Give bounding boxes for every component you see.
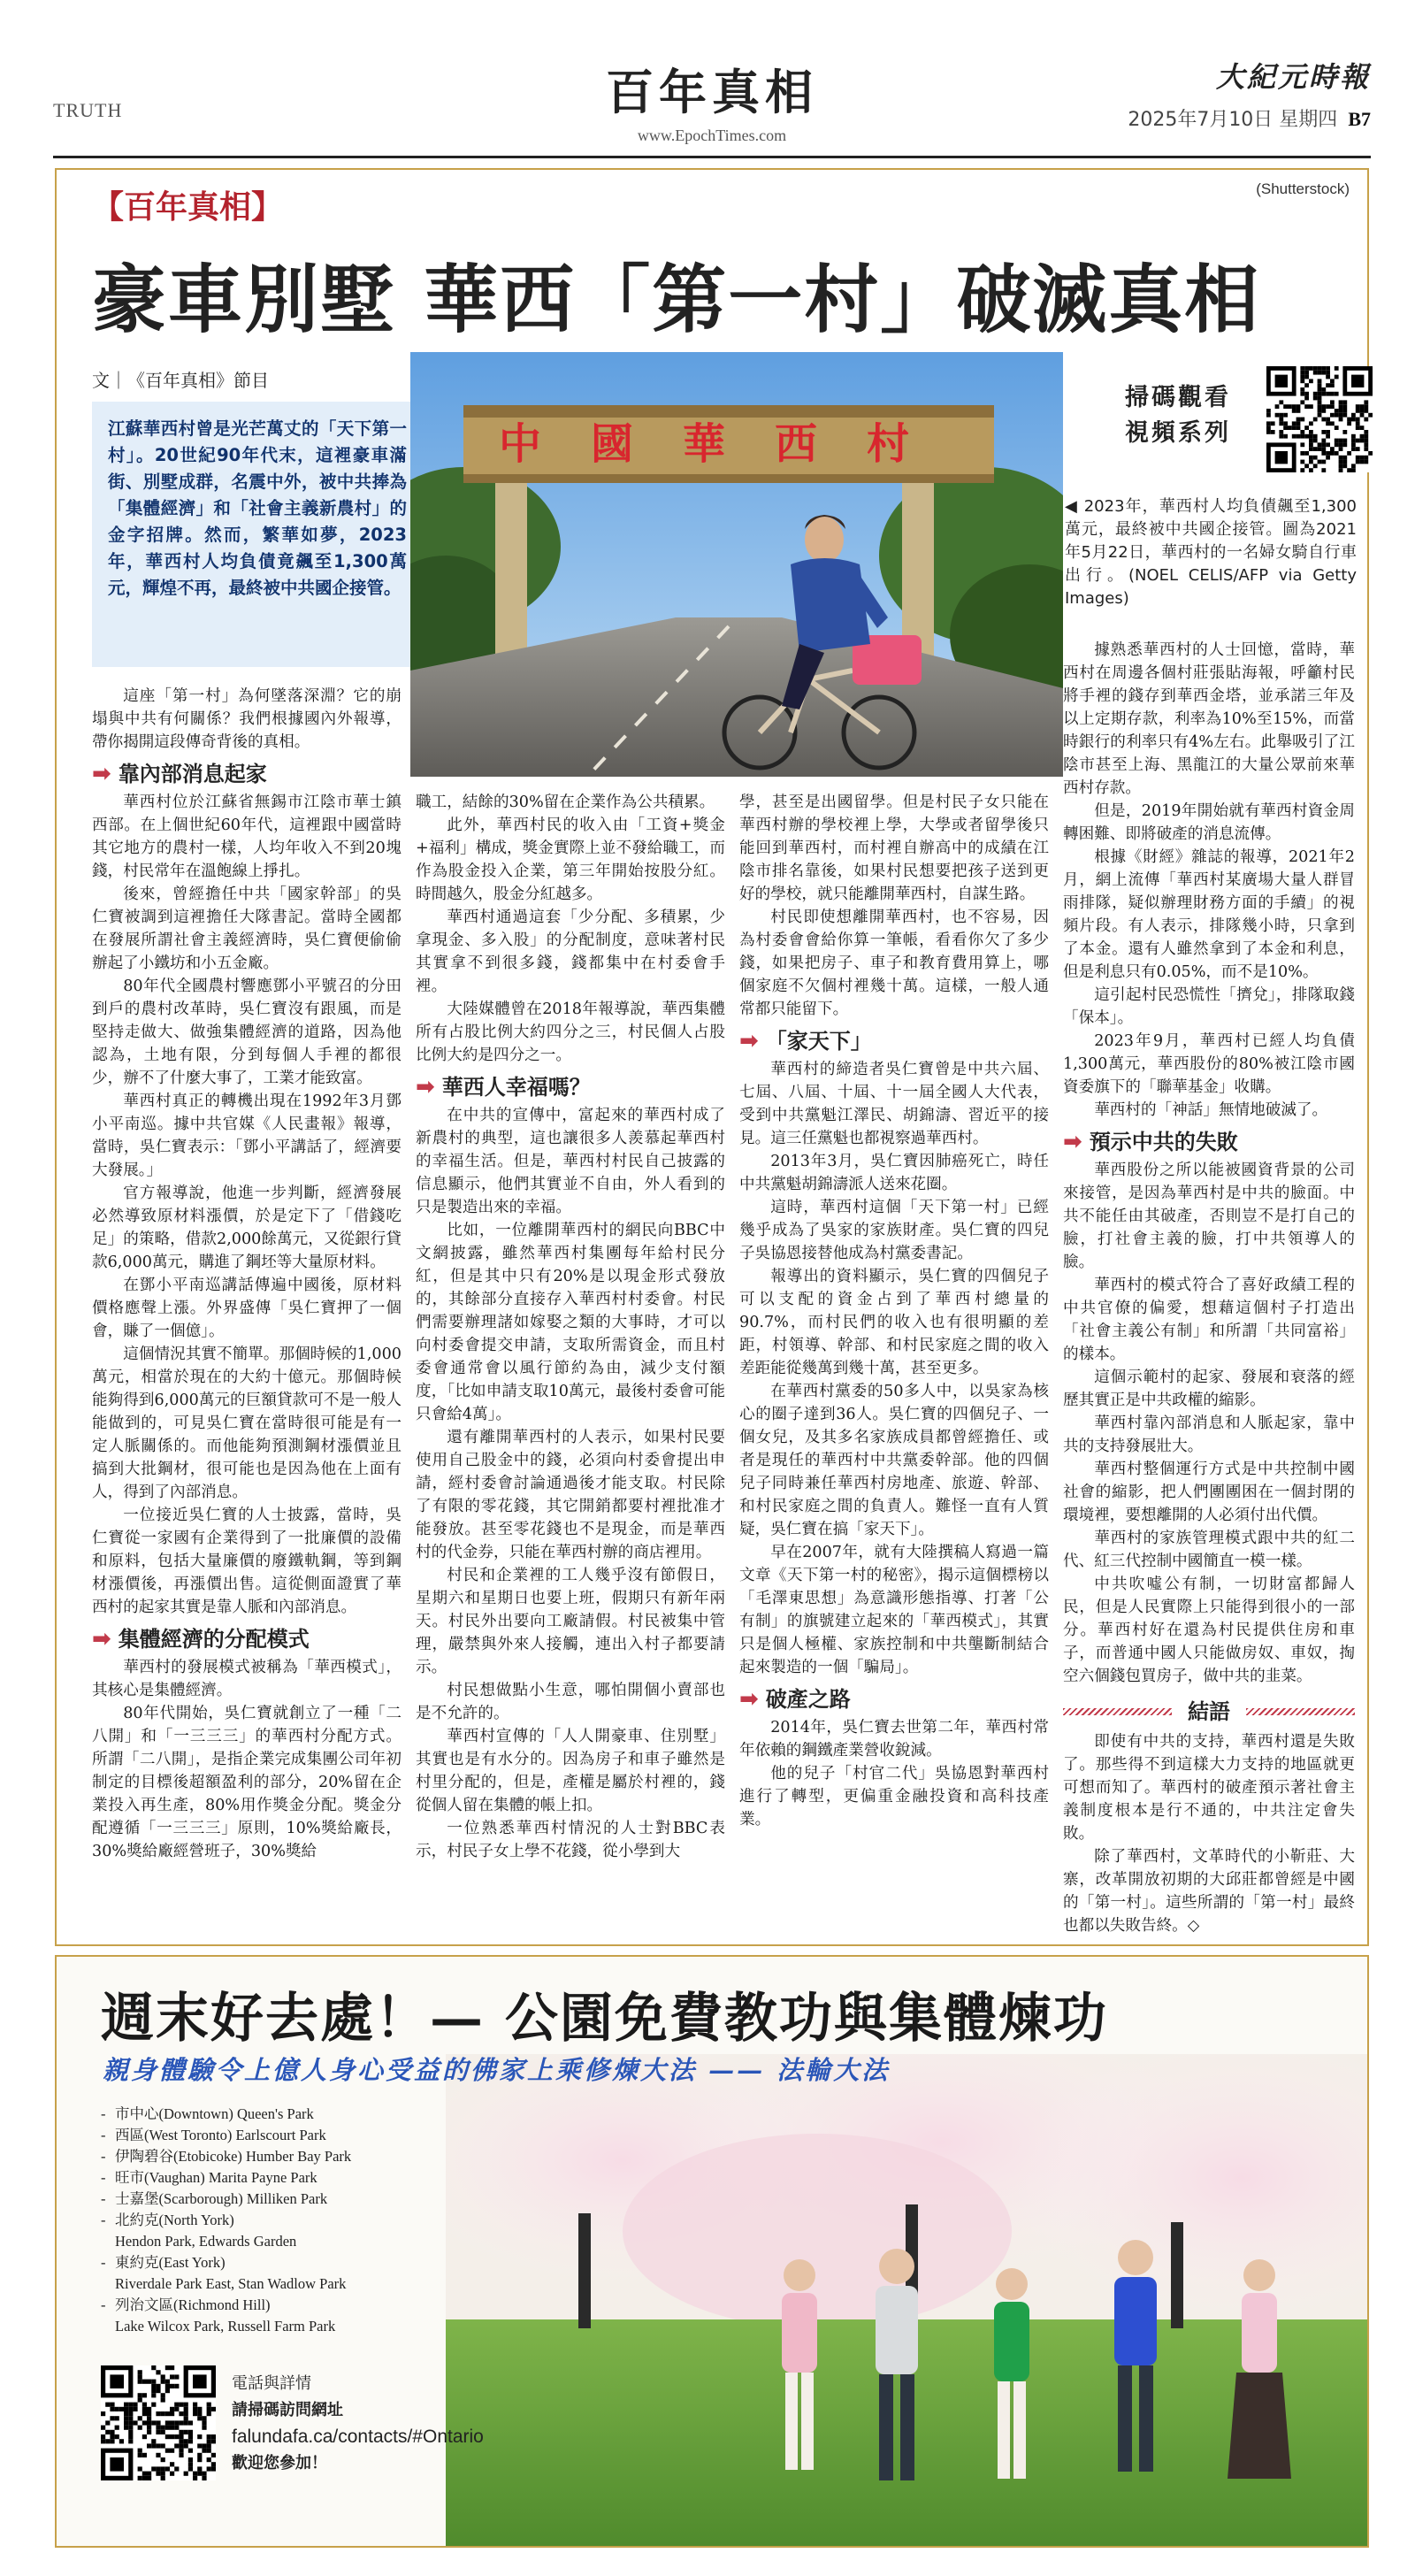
park-name: 東約克(East York) bbox=[115, 2254, 226, 2271]
photo-credit-top: (Shutterstock) bbox=[1256, 180, 1350, 197]
park-name: 旺市(Vaughan) Marita Payne Park bbox=[115, 2169, 317, 2186]
paragraph: 華西村位於江蘇省無錫市江陰市華士鎮西部。在上個世紀60年代，這裡跟中國當時其它地方的農村一樣，人均年收入不到20塊錢，村民常年在溫飽線上掙扎。 bbox=[92, 794, 402, 880]
paragraph: 80年代全國農村響應鄧小平號召的分田到戶的農村改革時，吳仁寶沒有跟風，而是堅持走做大、做強集體經濟的道路，因為他認為，土地有限，分到每個人手裡的都很少，辦不了什麼大事了，工業才能致富。 bbox=[92, 978, 402, 1087]
ad-subtitle: 親身體驗令上億人身心受益的佛家上乘修煉大法 —— 法輪大法 bbox=[103, 2055, 891, 2085]
subhead bbox=[739, 1688, 1049, 1711]
paragraph: 這個示範村的起家、發展和衰落的經歷其實正是中共政權的縮影。 bbox=[1063, 1368, 1355, 1409]
paragraph: 華西村整個運行方式是中共控制中國社會的縮影，把人們團團困在一個封閉的環境裡，要想離開的人必須付出代價。 bbox=[1063, 1460, 1355, 1524]
photo-caption: ◀ 2023年，華西村人均負債飆至1,300萬元，最終被中共國企接管。圖為2021年5月22日，華西村的一名婦女騎自行車出行。(NOEL CELIS/AFP via Getty Images) bbox=[1065, 497, 1357, 608]
lead-box bbox=[92, 402, 423, 667]
list-item bbox=[101, 2295, 472, 2316]
paragraph: 這時，華西村這個「天下第一村」已經幾乎成為了吳家的家族財產。吳仁寶的四兒子吳協恩接替他成為村黨委書記。 bbox=[739, 1199, 1049, 1262]
contact-url-link[interactable]: falundafa.ca/contacts/#Ontario bbox=[232, 2426, 484, 2447]
bullet bbox=[101, 2273, 115, 2295]
paragraph: 比如，一位離開華西村的網民向BBC中文網披露，雖然華西村集團每年給村民分紅，但是其中只有20%是以現金形式發放的，其餘部分直接存入華西村村委會。村民們需要辦理諸如嫁娶之類的大事時，才可以向村委會提交申請，支取所需資金，而且村委會通常會以風行節約為由，減少支付額度，「比如申請支取10萬元，最後村委會可能只會給4萬」。 bbox=[416, 1222, 725, 1423]
bullet: - bbox=[101, 2296, 106, 2313]
paragraph: 後來，曾經擔任中共「國家幹部」的吳仁寶被調到這裡擔任大隊書記。當時全國都在發展所謂社會主義經濟時，吳仁寶便偷偷辦起了小鐵坊和小五金廠。 bbox=[92, 886, 402, 972]
subhead-text: 「家天下」 bbox=[765, 1029, 872, 1054]
paragraph: 華西村的模式符合了喜好政績工程的中共官僚的偏愛，想藉這個村子打造出「社會主義公有制」和所謂「共同富裕」的樣本。 bbox=[1063, 1276, 1355, 1363]
subhead bbox=[1063, 1131, 1355, 1154]
park-name: 市中心(Downtown) Queen's Park bbox=[115, 2105, 314, 2122]
date-text: 2025年7月10日 星期四 bbox=[1128, 109, 1338, 131]
bullet: - bbox=[101, 2254, 106, 2271]
subhead bbox=[416, 1076, 725, 1099]
hatch-decoration bbox=[1063, 1708, 1172, 1715]
subhead bbox=[739, 1030, 1049, 1053]
bullet: - bbox=[101, 2190, 106, 2207]
section-title: 百年真相 bbox=[606, 65, 818, 120]
subhead-text: 華西人幸福嗎？ bbox=[441, 1075, 591, 1100]
paragraph: 他的兒子「村官二代」吳協恩對華西村進行了轉型，更偏重金融投資和高科技產業。 bbox=[739, 1765, 1049, 1828]
paragraph: 2013年3月，吳仁寶因肺癌死亡，時任中共黨魁胡錦濤派人送來花圈。 bbox=[739, 1153, 1049, 1193]
paragraph: 即使有中共的支持，華西村還是失敗了。那些得不到這樣大力支持的地區就更可想而知了。華西村的破產預示著社會主義制度根本是行不通的，中共注定會失敗。 bbox=[1063, 1733, 1355, 1843]
paragraph: 據熟悉華西村的人士回憶，當時，華西村在周邊各個村莊張貼海報，呼籲村民將手裡的錢存到華西金塔，並承諾三年及以上定期存款，利率為10%至15%，而當時銀行的利率只有4%左右。此舉吸引了江陰市甚至上海、黑龍江的大量公眾前來華西村存款。 bbox=[1063, 641, 1355, 797]
bullet: - bbox=[101, 2148, 106, 2165]
bullet: - bbox=[101, 2105, 106, 2122]
paragraph: 華西村的家族管理模式跟中共的紅二代、紅三代控制中國簡直一模一樣。 bbox=[1063, 1530, 1355, 1570]
park-name: Lake Wilcox Park, Russell Farm Park bbox=[115, 2318, 336, 2334]
bullet bbox=[101, 2231, 115, 2252]
park-name: 士嘉堡(Scarborough) Milliken Park bbox=[115, 2190, 328, 2207]
masthead bbox=[53, 19, 1371, 152]
qr-code-icon[interactable] bbox=[1266, 366, 1373, 472]
contact-line: 歡迎您參加！ bbox=[232, 2454, 327, 2472]
column-1 bbox=[92, 685, 402, 1863]
list-item bbox=[101, 2316, 472, 2337]
paragraph: 2023年9月，華西村已經人均負債1,300萬元，華西股份的80%被江陰市國資委旗下的「聯華基金」收購。 bbox=[1063, 1032, 1355, 1096]
paragraph: 華西村的發展模式被稱為「華西模式」，其核心是集體經濟。 bbox=[92, 1659, 402, 1699]
list-item bbox=[101, 2210, 472, 2231]
paragraph: 華西村通過這套「少分配、多積累，少拿現金、多入股」的分配制度，意味著村民其實拿不到很多錢，錢都集中在村委會手裡。 bbox=[416, 908, 725, 995]
qr-label-line2: 視頻系列 bbox=[1125, 419, 1231, 447]
advertisement bbox=[55, 1955, 1369, 2548]
qr-label bbox=[1125, 380, 1231, 451]
list-item bbox=[101, 2189, 472, 2210]
paragraph: 在華西村黨委的50多人中，以吳家為核心的圈子達到36人。吳仁寶的四個兒子、一個女兒，及其多名家族成員都曾經擔任、或者是現任的華西村中共黨委幹部。他的四個兒子同時兼任華西村房地產、旅遊、幹部、和村民家庭之間的負責人。難怪一直有人質疑，吳仁寶在搞「家天下」。 bbox=[739, 1383, 1049, 1538]
issue-date bbox=[1128, 104, 1371, 132]
paragraph: 根據《財經》雜誌的報導，2021年2月，網上流傳「華西村某廣場大量人群冒雨排隊，疑似辦理財務方面的手續」的視頻片段。有人表示，排隊幾小時，只拿到了本金。還有人雖然拿到了本金和利息，但是利息只有0.05%，而不是10%。 bbox=[1063, 848, 1355, 981]
paragraph: 2014年，吳仁寶去世第二年，華西村常年依賴的鋼鐵產業營收銳減。 bbox=[739, 1719, 1049, 1760]
park-scene-image bbox=[446, 2054, 1369, 2548]
paragraph: 華西股份之所以能被國資背景的公司來接管，是因為華西村是中共的臉面。中共不能任由其破產，否則豈不是打自己的臉，打社會主義的臉，打中共領導人的臉。 bbox=[1063, 1162, 1355, 1271]
arrow-right-icon: ➡ bbox=[92, 1626, 111, 1652]
paragraph: 在中共的宣傳中，富起來的華西村成了新農村的典型，這也讓很多人羨慕起華西村的幸福生活。但是，華西村村民自己披露的信息顯示，他們其實並不自由，外人看到的只是製造出來的幸福。 bbox=[416, 1107, 725, 1216]
paragraph: 村民想做點小生意，哪怕開個小賣部也是不允許的。 bbox=[416, 1682, 725, 1722]
photo-illustration bbox=[410, 352, 1063, 777]
park-name: 西區(West Toronto) Earlscourt Park bbox=[115, 2127, 326, 2143]
article bbox=[55, 168, 1369, 1946]
section-label-left: TRUTH bbox=[53, 99, 123, 121]
paragraph: 職工，結餘的30%留在企業作為公共積累。 bbox=[416, 794, 715, 811]
paragraph: 官方報導說，他進一步判斷，經濟發展必然導致原材料漲價，於是定下了「借錢吃足」的策略，借款2,000餘萬元，又從銀行貸款6,000萬元，購進了鋼坯等大量原材料。 bbox=[92, 1184, 402, 1271]
paragraph: 學，甚至是出國留學。但是村民子女只能在華西村辦的學校裡上學，大學或者留學後只能回到華西村，而村裡自辦高中的成績在江陰市排名靠後，如果村民想要把孩子送到更好的學校，就只能離開華西村，自謀生路。 bbox=[739, 794, 1049, 903]
article-kicker: 【百年真相】 bbox=[92, 189, 284, 226]
list-item bbox=[101, 2146, 472, 2167]
paragraph: 早在2007年，就有大陸撰稿人寫過一篇文章《天下第一村的秘密》，揭示這個標榜以「毛澤東思想」為意識形態指導、打著「公有制」的旗號建立起來的「華西模式」，其實只是個人極權、家族控制和中共壟斷制結合起來製造的一個「騙局」。 bbox=[739, 1544, 1049, 1676]
masthead-rule bbox=[53, 156, 1371, 158]
bullet: - bbox=[101, 2127, 106, 2143]
page-number: B7 bbox=[1348, 108, 1371, 130]
list-item bbox=[101, 2104, 472, 2125]
paragraph: 大陸媒體曾在2018年報導說，華西集體所有占股比例大約四分之三，村民個人占股比例大約是四分之一。 bbox=[416, 1000, 725, 1064]
paragraph: 這個情況其實不簡單。那個時候的1,000萬元，相當於現在的大約十億元。那個時候能夠得到6,000萬元的巨額貸款可不是一般人能做到的，可見吳仁寶在當時很可能是有一定人脈關係的。而他能夠預測鋼材漲價並且搞到大批鋼材，很可能也是因為他在上面有人，得到了內部消息。 bbox=[92, 1346, 402, 1501]
column-3 bbox=[739, 791, 1049, 1831]
paragraph: 華西村靠內部消息和人脈起家，靠中共的支持發展壯大。 bbox=[1063, 1414, 1355, 1455]
paragraph: 村民即使想離開華西村，也不容易，因為村委會會給你算一筆帳，看看你欠了多少錢，如果把房子、車子和教育費用算上，哪個家庭不欠個村裡幾十萬。這樣，一般人通常都只能留下。 bbox=[739, 908, 1049, 1018]
park-name: 北約克(North York) bbox=[115, 2212, 234, 2228]
arrow-right-icon: ➡ bbox=[1063, 1129, 1082, 1155]
article-headline: 豪車別墅 華西「第一村」破滅真相 bbox=[92, 257, 1261, 343]
qr-label-line1: 掃碼觀看 bbox=[1125, 384, 1231, 411]
paragraph: 華西村真正的轉機出現在1992年3月鄧小平南巡。據中共官媒《人民畫報》報導，當時，吳仁寶表示：「鄧小平講話了，經濟要大發展。」 bbox=[92, 1092, 402, 1179]
paragraph: 中共吹噓公有制，一切財富都歸人民，但是人民實際上只能得到很小的一部分。華西村好在還為村民提供住房和車子，而普通中國人只能做房奴、車奴，掏空六個錢包買房子，做中共的韭菜。 bbox=[1063, 1576, 1355, 1685]
conclusion-heading: 結語 bbox=[1188, 1699, 1230, 1724]
subhead-text: 破產之路 bbox=[765, 1687, 851, 1712]
ad-title: 週末好去處！— 公園免費教功與集體煉功 bbox=[101, 1988, 1108, 2050]
contact-line: 電話與詳情 bbox=[232, 2374, 311, 2393]
paragraph: 華西村宣傳的「人人開豪車、住別墅」其實也是有水分的。因為房子和車子雖然是村里分配的，但是，產權是屬於村裡的，錢從個人留在集體的帳上扣。 bbox=[416, 1728, 725, 1814]
subhead bbox=[92, 763, 402, 786]
paragraph: 還有離開華西村的人表示，如果村民要使用自己股金中的錢，必須向村委會提出申請，經村委會討論通過後才能支取。村民除了有限的零花錢，其它開銷都要村裡批准才能發放。甚至零花錢也不是現金，而是華西村的代金券，只能在華西村辦的商店裡用。 bbox=[416, 1429, 725, 1561]
column-4 bbox=[1063, 639, 1355, 1937]
subhead-text: 預示中共的失敗 bbox=[1089, 1130, 1238, 1154]
paragraph: 但是，2019年開始就有華西村資金周轉困難、即將破產的消息流傳。 bbox=[1063, 802, 1355, 843]
paragraph: 報導出的資料顯示，吳仁寶的四個兒子可以支配的資金占到了華西村總量的90.7%，而村民們的收入也有很明顯的差距，村領導、幹部、和村民家庭之間的收入差距能從幾萬到幾十萬，甚至更多。 bbox=[739, 1268, 1049, 1377]
paragraph: 這引起村民恐慌性「擠兌」，排隊取錢「保本」。 bbox=[1063, 986, 1355, 1027]
park-name: Riverdale Park East, Stan Wadlow Park bbox=[115, 2275, 347, 2292]
contact-qr-code-icon[interactable] bbox=[101, 2365, 216, 2480]
conclusion-divider bbox=[1063, 1700, 1355, 1723]
subhead-text: 集體經濟的分配模式 bbox=[118, 1627, 310, 1652]
list-item bbox=[101, 2273, 472, 2295]
bullet bbox=[101, 2316, 115, 2337]
column-2 bbox=[416, 791, 725, 1863]
paragraph: 除了華西村，文革時代的小靳莊、大寨，改革開放初期的大邱莊都曾經是中國的「第一村」。這些所謂的「第一村」最終也都以失敗告終。◇ bbox=[1063, 1848, 1355, 1935]
paragraph: 一位接近吳仁寶的人士披露，當時，吳仁寶從一家國有企業得到了一批廉價的設備和原料，包括大量廉價的廢鐵軌鋼，等到鋼材漲價後，再漲價出售。這從側面證實了華西村的起家其實是靠人脈和內部消息。 bbox=[92, 1506, 402, 1616]
paragraph: 這座「第一村」為何墜落深淵？它的崩塌與中共有何關係？我們根據國內外報導，帶你揭開這段傳奇背後的真相。 bbox=[92, 687, 402, 751]
paragraph: 華西村的締造者吳仁寶曾是中共六屆、七屆、八屆、十屆、十一屆全國人大代表，受到中共黨魁江澤民、胡錦濤、習近平的接見。這三任黨魁也都視察過華西村。 bbox=[739, 1061, 1049, 1147]
paragraph: 一位熟悉華西村情況的人士對BBC表示，村民子女上學不花錢，從小學到大 bbox=[416, 1820, 725, 1860]
sign-text: 中 國 華 西 村 bbox=[499, 419, 910, 469]
contact-info bbox=[232, 2371, 484, 2477]
contact-line: 請掃碼訪問網址 bbox=[232, 2401, 343, 2419]
main-photo bbox=[410, 352, 1063, 777]
bullet: - bbox=[101, 2169, 106, 2186]
newspaper-logo: 大紀元時報 bbox=[1215, 60, 1371, 94]
paragraph: 80年代開始，吳仁寶就創立了一種「二八開」和「一三三三」的華西村分配方式。所謂「二八開」，是指企業完成集團公司年初制定的目標後超額盈利的部分，20%留在企業投入再生產，80%用作獎金分配。獎金分配遵循「一三三三」原則，10%獎給廠長，30%獎給廠經營班子，30%獎給 bbox=[92, 1705, 402, 1860]
list-item bbox=[101, 2231, 472, 2252]
hatch-decoration bbox=[1246, 1708, 1355, 1715]
paragraph: 村民和企業裡的工人幾乎沒有節假日，星期六和星期日也要上班，假期只有新年兩天。村民外出要向工廠請假。村民被集中管理，嚴禁與外來人接觸，連出入村子都要請示。 bbox=[416, 1567, 725, 1676]
subhead bbox=[92, 1628, 402, 1651]
arrow-right-icon: ➡ bbox=[739, 1686, 759, 1713]
arrow-right-icon: ➡ bbox=[92, 761, 111, 787]
park-name: Hendon Park, Edwards Garden bbox=[115, 2233, 297, 2250]
park-list bbox=[101, 2104, 472, 2337]
list-item bbox=[101, 2252, 472, 2273]
arrow-right-icon: ➡ bbox=[739, 1028, 759, 1054]
paragraph: 此外，華西村民的收入由「工資+獎金+福利」構成，獎金實際上並不發給職工，而作為股金投入企業，第三年開始按股分紅。時間越久，股金分紅越多。 bbox=[416, 816, 725, 903]
video-qr-block[interactable] bbox=[1072, 366, 1355, 490]
park-name: 伊陶碧谷(Etobicoke) Humber Bay Park bbox=[115, 2148, 352, 2165]
arrow-right-icon: ➡ bbox=[416, 1074, 435, 1100]
website-link[interactable]: www.EpochTimes.com bbox=[637, 126, 787, 144]
subhead-text: 靠內部消息起家 bbox=[118, 762, 267, 786]
article-byline: 文｜《百年真相》節目 bbox=[92, 370, 269, 391]
park-name: 列治文區(Richmond Hill) bbox=[115, 2296, 271, 2313]
paragraph: 在鄧小平南巡講話傳遍中國後，原材料價格應聲上漲。外界盛傳「吳仁寶押了一個會，賺了一個億」。 bbox=[92, 1276, 402, 1340]
newspaper-info bbox=[1128, 55, 1371, 132]
paragraph: 華西村的「神話」無情地破滅了。 bbox=[1094, 1101, 1328, 1119]
list-item bbox=[101, 2125, 472, 2146]
bullet: - bbox=[101, 2212, 106, 2228]
lead-text: 江蘇華西村曾是光芒萬丈的「天下第一村」。20世紀90年代末，這裡豪車滿街、別墅成群，名震中外，被中共捧為「集體經濟」和「社會主義新農村」的金字招牌。然而，繁華如夢，2023年，華西村人均負債竟飆至1,300萬元，輝煌不再，最終被中共國企接管。 bbox=[108, 418, 407, 598]
list-item bbox=[101, 2167, 472, 2189]
